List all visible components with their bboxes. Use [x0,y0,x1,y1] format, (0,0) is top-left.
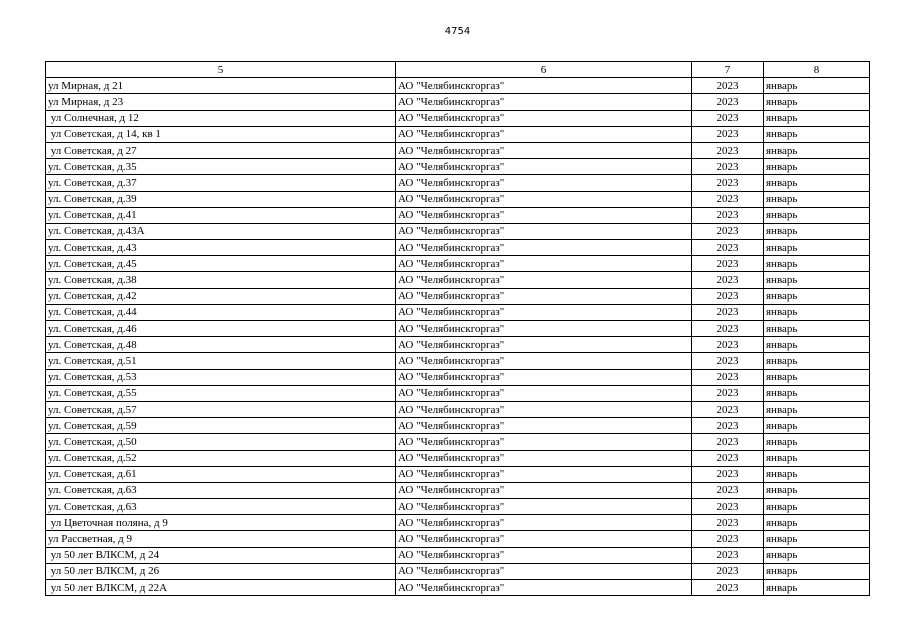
table-row [46,482,870,498]
address-cell: ул Мирная, д 21 [46,78,396,94]
organization-cell: АО "Челябинскгоргаз" [396,515,692,531]
year-cell: 2023 [692,563,764,579]
organization-cell: АО "Челябинскгоргаз" [396,78,692,94]
header-row [46,62,870,78]
year-cell: 2023 [692,142,764,158]
address-cell: ул. Советская, д.50 [46,434,396,450]
month-cell: январь [764,515,870,531]
table-row [46,401,870,417]
month-cell: январь [764,353,870,369]
address-cell: ул Солнечная, д 12 [46,110,396,126]
address-cell: ул Мирная, д 23 [46,94,396,110]
organization-cell: АО "Челябинскгоргаз" [396,547,692,563]
month-cell: январь [764,94,870,110]
month-cell: январь [764,563,870,579]
year-cell: 2023 [692,207,764,223]
data-table [45,61,870,596]
table-row [46,110,870,126]
year-cell: 2023 [692,110,764,126]
table-row [46,240,870,256]
year-cell: 2023 [692,223,764,239]
year-cell: 2023 [692,450,764,466]
organization-cell: АО "Челябинскгоргаз" [396,175,692,191]
year-cell: 2023 [692,515,764,531]
address-cell: ул. Советская, д.46 [46,321,396,337]
organization-cell: АО "Челябинскгоргаз" [396,288,692,304]
address-cell: ул. Советская, д.41 [46,207,396,223]
address-cell: ул. Советская, д.35 [46,159,396,175]
table-row [46,563,870,579]
table-row [46,207,870,223]
month-cell: январь [764,450,870,466]
year-cell: 2023 [692,304,764,320]
organization-cell: АО "Челябинскгоргаз" [396,94,692,110]
organization-cell: АО "Челябинскгоргаз" [396,304,692,320]
table-row [46,434,870,450]
month-cell: январь [764,223,870,239]
year-cell: 2023 [692,78,764,94]
month-cell: январь [764,110,870,126]
month-cell: январь [764,142,870,158]
month-cell: январь [764,240,870,256]
year-cell: 2023 [692,547,764,563]
table-row [46,321,870,337]
organization-cell: АО "Челябинскгоргаз" [396,580,692,596]
year-cell: 2023 [692,337,764,353]
table-row [46,515,870,531]
year-cell: 2023 [692,482,764,498]
organization-cell: АО "Челябинскгоргаз" [396,256,692,272]
column-header-7: 7 [692,62,764,78]
month-cell: январь [764,369,870,385]
organization-cell: АО "Челябинскгоргаз" [396,223,692,239]
address-cell: ул Советская, д 27 [46,142,396,158]
month-cell: январь [764,499,870,515]
year-cell: 2023 [692,401,764,417]
column-header-5: 5 [46,62,396,78]
address-cell: ул. Советская, д.37 [46,175,396,191]
month-cell: январь [764,580,870,596]
table-body [46,78,870,596]
month-cell: январь [764,126,870,142]
year-cell: 2023 [692,159,764,175]
month-cell: январь [764,175,870,191]
organization-cell: АО "Челябинскгоргаз" [396,369,692,385]
table-row [46,385,870,401]
table-row [46,337,870,353]
organization-cell: АО "Челябинскгоргаз" [396,563,692,579]
organization-cell: АО "Челябинскгоргаз" [396,272,692,288]
month-cell: январь [764,401,870,417]
year-cell: 2023 [692,369,764,385]
month-cell: январь [764,272,870,288]
table-row [46,78,870,94]
organization-cell: АО "Челябинскгоргаз" [396,531,692,547]
address-cell: ул. Советская, д.48 [46,337,396,353]
address-cell: ул. Советская, д.45 [46,256,396,272]
table-row [46,175,870,191]
organization-cell: АО "Челябинскгоргаз" [396,191,692,207]
column-header-8: 8 [764,62,870,78]
table-row [46,369,870,385]
month-cell: январь [764,418,870,434]
column-header-6: 6 [396,62,692,78]
year-cell: 2023 [692,418,764,434]
table-row [46,547,870,563]
organization-cell: АО "Челябинскгоргаз" [396,126,692,142]
address-cell: ул. Советская, д.39 [46,191,396,207]
year-cell: 2023 [692,256,764,272]
table-row [46,466,870,482]
address-cell: ул Рассветная, д 9 [46,531,396,547]
month-cell: январь [764,434,870,450]
table-row [46,94,870,110]
organization-cell: АО "Челябинскгоргаз" [396,321,692,337]
table-row [46,531,870,547]
year-cell: 2023 [692,240,764,256]
organization-cell: АО "Челябинскгоргаз" [396,450,692,466]
address-cell: ул. Советская, д.42 [46,288,396,304]
organization-cell: АО "Челябинскгоргаз" [396,142,692,158]
table-row [46,450,870,466]
organization-cell: АО "Челябинскгоргаз" [396,159,692,175]
organization-cell: АО "Челябинскгоргаз" [396,499,692,515]
year-cell: 2023 [692,191,764,207]
page-number: 4754 [444,26,471,37]
month-cell: январь [764,466,870,482]
month-cell: январь [764,191,870,207]
organization-cell: АО "Челябинскгоргаз" [396,385,692,401]
year-cell: 2023 [692,531,764,547]
table-row [46,159,870,175]
address-cell: ул 50 лет ВЛКСМ, д 26 [46,563,396,579]
table-row [46,223,870,239]
organization-cell: АО "Челябинскгоргаз" [396,401,692,417]
address-cell: ул. Советская, д.44 [46,304,396,320]
month-cell: январь [764,304,870,320]
address-cell: ул. Советская, д.63 [46,499,396,515]
address-cell: ул. Советская, д.51 [46,353,396,369]
table-row [46,580,870,596]
year-cell: 2023 [692,272,764,288]
table-row [46,142,870,158]
address-cell: ул. Советская, д.52 [46,450,396,466]
address-cell: ул 50 лет ВЛКСМ, д 22А [46,580,396,596]
month-cell: январь [764,337,870,353]
month-cell: январь [764,482,870,498]
year-cell: 2023 [692,580,764,596]
address-cell: ул. Советская, д.55 [46,385,396,401]
address-cell: ул. Советская, д.53 [46,369,396,385]
organization-cell: АО "Челябинскгоргаз" [396,418,692,434]
table-row [46,256,870,272]
organization-cell: АО "Челябинскгоргаз" [396,110,692,126]
address-cell: ул 50 лет ВЛКСМ, д 24 [46,547,396,563]
year-cell: 2023 [692,175,764,191]
month-cell: январь [764,547,870,563]
month-cell: январь [764,531,870,547]
address-cell: ул Советская, д 14, кв 1 [46,126,396,142]
table-row [46,304,870,320]
year-cell: 2023 [692,385,764,401]
table-row [46,499,870,515]
table-header [46,62,870,78]
year-cell: 2023 [692,126,764,142]
table-row [46,272,870,288]
address-cell: ул. Советская, д.59 [46,418,396,434]
table-row [46,353,870,369]
table-row [46,126,870,142]
table-row [46,288,870,304]
address-cell: ул. Советская, д.63 [46,482,396,498]
month-cell: январь [764,207,870,223]
organization-cell: АО "Челябинскгоргаз" [396,482,692,498]
year-cell: 2023 [692,353,764,369]
organization-cell: АО "Челябинскгоргаз" [396,207,692,223]
address-cell: ул. Советская, д.61 [46,466,396,482]
year-cell: 2023 [692,466,764,482]
month-cell: январь [764,385,870,401]
organization-cell: АО "Челябинскгоргаз" [396,434,692,450]
month-cell: январь [764,256,870,272]
year-cell: 2023 [692,499,764,515]
table-row [46,418,870,434]
organization-cell: АО "Челябинскгоргаз" [396,240,692,256]
address-cell: ул. Советская, д.43А [46,223,396,239]
year-cell: 2023 [692,288,764,304]
organization-cell: АО "Челябинскгоргаз" [396,353,692,369]
organization-cell: АО "Челябинскгоргаз" [396,337,692,353]
address-cell: ул. Советская, д.43 [46,240,396,256]
month-cell: январь [764,78,870,94]
year-cell: 2023 [692,321,764,337]
year-cell: 2023 [692,94,764,110]
address-cell: ул. Советская, д.38 [46,272,396,288]
month-cell: январь [764,288,870,304]
month-cell: январь [764,321,870,337]
table-row [46,191,870,207]
year-cell: 2023 [692,434,764,450]
address-cell: ул. Советская, д.57 [46,401,396,417]
month-cell: январь [764,159,870,175]
address-cell: ул Цветочная поляна, д 9 [46,515,396,531]
organization-cell: АО "Челябинскгоргаз" [396,466,692,482]
